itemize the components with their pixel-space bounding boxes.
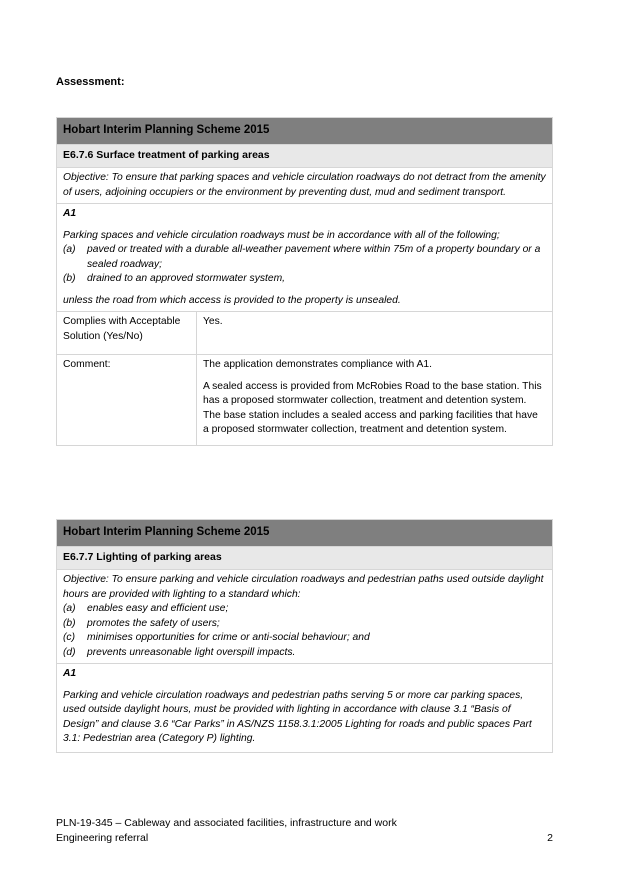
list-item-text: enables easy and efficient use; (87, 603, 229, 614)
comment-paragraph: The application demonstrates compliance with A1. (203, 359, 432, 370)
list-item-text: paved or treated with a durable all-weather pavement where within 75m of a property boundary or a sealed roadway; (87, 244, 541, 270)
comment-body (197, 355, 552, 445)
list-item (63, 617, 546, 632)
list-item-label: (a) (63, 603, 76, 614)
list-item-text: minimises opportunities for crime or anti-social behaviour; and (87, 632, 370, 643)
a1-label: A1 (63, 668, 77, 679)
clause-title: E6.7.6 Surface treatment of parking areas (57, 144, 552, 167)
list-item-label: (a) (63, 244, 76, 255)
assessment-table-surface-treatment (56, 117, 553, 446)
comment-label: Comment: (57, 355, 197, 445)
acceptable-solution-a1 (57, 203, 552, 311)
a1-outro: unless the road from which access is provided to the property is unsealed. (63, 294, 401, 306)
objective-paragraph: Objective: To ensure parking and vehicle circulation roadways and pedestrian paths used outside daylight hours are provided with lighting to a standard which: (63, 574, 544, 600)
list-item (63, 631, 546, 646)
comment-row (57, 354, 552, 445)
scheme-header: Hobart Interim Planning Scheme 2015 (57, 520, 552, 546)
a1-intro: Parking spaces and vehicle circulation roadways must be in accordance with all of the following; (63, 229, 500, 241)
list-item (63, 602, 546, 617)
list-item-label: (b) (63, 273, 76, 284)
complies-label: Complies with Acceptable Solution (Yes/No) (57, 312, 197, 354)
acceptable-solution-a1 (57, 663, 552, 752)
list-item (63, 646, 546, 661)
page-footer (56, 816, 553, 846)
complies-value: Yes. (203, 316, 223, 327)
clause-title: E6.7.7 Lighting of parking areas (57, 546, 552, 569)
objective-text (57, 569, 552, 663)
a1-text: Parking and vehicle circulation roadways and pedestrian paths serving 5 or more car parking spaces, used outside daylight hours, must be provided with lighting in accordance with clause 3.1 “Basis of Design” and clause 3.6 “Car Parks” in AS/NZS 1158.3.1:2005 Lighting for roads and public spaces Part 3.1: Pedestrian area (Category P) lighting. (63, 689, 532, 744)
page-number: 2 (547, 832, 553, 844)
complies-row (57, 311, 552, 354)
list-item-text: drained to an approved stormwater system, (87, 273, 286, 284)
footer-document-subtitle: Engineering referral (56, 832, 149, 844)
list-item-text: prevents unreasonable light overspill impacts. (87, 646, 296, 658)
list-item (63, 243, 546, 272)
list-item-text: promotes the safety of users; (87, 617, 220, 629)
list-item-label: (d) (63, 646, 76, 658)
footer-document-title: PLN-19-345 – Cableway and associated facilities, infrastructure and work (56, 817, 397, 829)
list-item-label: (b) (63, 617, 76, 629)
a1-label: A1 (63, 208, 77, 219)
list-item (63, 272, 546, 287)
comment-paragraph: A sealed access is provided from McRobies Road to the base station. This has a proposed stormwater collection, treatment and detention system. The base station includes a sealed access and parking facilities that have a proposed stormwater collection, treatment and detention system. (203, 380, 542, 435)
assessment-table-lighting (56, 519, 553, 753)
assessment-heading: Assessment: (56, 76, 125, 88)
objective-paragraph: Objective: To ensure that parking spaces and vehicle circulation roadways do not detract from the amenity of users, adjoining occupiers or the environment by preventing dust, mud and sediment transport. (63, 172, 546, 198)
objective-text (57, 167, 552, 203)
scheme-header: Hobart Interim Planning Scheme 2015 (57, 118, 552, 144)
list-item-label: (c) (63, 632, 76, 643)
